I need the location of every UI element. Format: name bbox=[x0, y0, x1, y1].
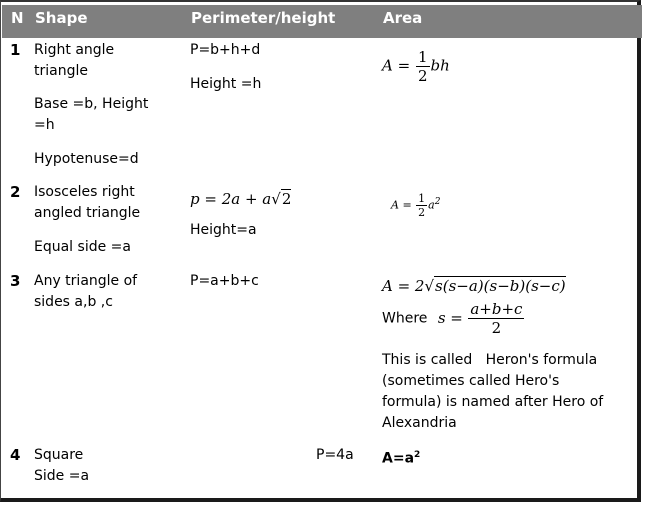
shape-note bbox=[34, 94, 148, 136]
header-area: Area bbox=[383, 9, 423, 27]
shape-line: triangle bbox=[34, 63, 88, 79]
shape-name bbox=[34, 445, 89, 487]
header-perimeter: Perimeter/height bbox=[191, 9, 336, 27]
shape-line: sides a,b ,c bbox=[34, 294, 113, 310]
area-text: A=a bbox=[382, 450, 415, 467]
heron-note bbox=[382, 350, 632, 434]
area-lhs: A = bbox=[382, 56, 411, 75]
exponent: 2 bbox=[414, 450, 421, 460]
fraction bbox=[416, 192, 427, 219]
denominator: 2 bbox=[417, 67, 428, 85]
perimeter-formula bbox=[190, 189, 291, 210]
area-rhs: bh bbox=[430, 56, 450, 75]
where-label: Where bbox=[382, 310, 428, 327]
numerator: a+b+c bbox=[470, 300, 523, 318]
note-line: Alexandria bbox=[382, 415, 457, 431]
table-header bbox=[2, 5, 642, 38]
exponent: 2 bbox=[434, 197, 441, 207]
s-lhs: s = bbox=[437, 308, 463, 327]
area-formula bbox=[391, 192, 440, 219]
area-lhs: A = bbox=[391, 198, 412, 212]
shape-line: Isosceles right bbox=[34, 184, 135, 200]
radicand: s(s−a)(s−b)(s−c) bbox=[435, 277, 566, 295]
area-formula bbox=[382, 48, 450, 85]
area-rhs: a bbox=[428, 198, 435, 212]
note-line: This is called Heron's formula bbox=[382, 352, 598, 368]
note-line: formula) is named after Hero of bbox=[382, 394, 604, 410]
denominator: 2 bbox=[491, 319, 502, 337]
radicand: 2 bbox=[281, 190, 292, 208]
row-number: 4 bbox=[10, 446, 21, 464]
height-formula: Height=a bbox=[190, 222, 257, 238]
shape-line: Any triangle of bbox=[34, 273, 138, 289]
row-number: 1 bbox=[10, 41, 21, 59]
height-formula: Height =h bbox=[190, 76, 262, 92]
shape-note-line: =h bbox=[34, 117, 55, 133]
row-number: 3 bbox=[10, 272, 21, 290]
perimeter-formula: P=a+b+c bbox=[190, 273, 259, 289]
heron-formula bbox=[382, 276, 566, 297]
area-lhs: A = 2 bbox=[382, 277, 425, 295]
s-fraction bbox=[468, 300, 524, 337]
shape-line: Side =a bbox=[34, 468, 90, 484]
perimeter-formula: P=b+h+d bbox=[190, 42, 261, 58]
perimeter-formula: P=4a bbox=[316, 447, 354, 463]
area-formula bbox=[382, 445, 420, 470]
shape-name bbox=[34, 182, 140, 224]
shape-note: Hypotenuse=d bbox=[34, 151, 139, 167]
shape-line: Square bbox=[34, 447, 84, 463]
numerator: 1 bbox=[417, 48, 428, 66]
fraction bbox=[416, 48, 430, 85]
sqrt-icon: √ bbox=[271, 190, 281, 208]
row-number: 2 bbox=[10, 183, 21, 201]
numerator: 1 bbox=[418, 192, 426, 206]
header-shape: Shape bbox=[35, 9, 88, 27]
header-n: N bbox=[11, 9, 24, 27]
shape-note: Equal side =a bbox=[34, 239, 131, 255]
shape-name bbox=[34, 271, 137, 313]
shape-line: Right angle bbox=[34, 42, 115, 58]
perimeter-lhs: p = 2a + a bbox=[190, 190, 272, 208]
shape-note-line: Base =b, Height bbox=[34, 96, 149, 112]
sqrt-icon: √ bbox=[424, 277, 435, 295]
where-clause bbox=[382, 300, 525, 337]
shape-name bbox=[34, 40, 114, 82]
note-line: (sometimes called Hero's bbox=[382, 373, 560, 389]
shape-line: angled triangle bbox=[34, 205, 141, 221]
denominator: 2 bbox=[418, 206, 426, 220]
